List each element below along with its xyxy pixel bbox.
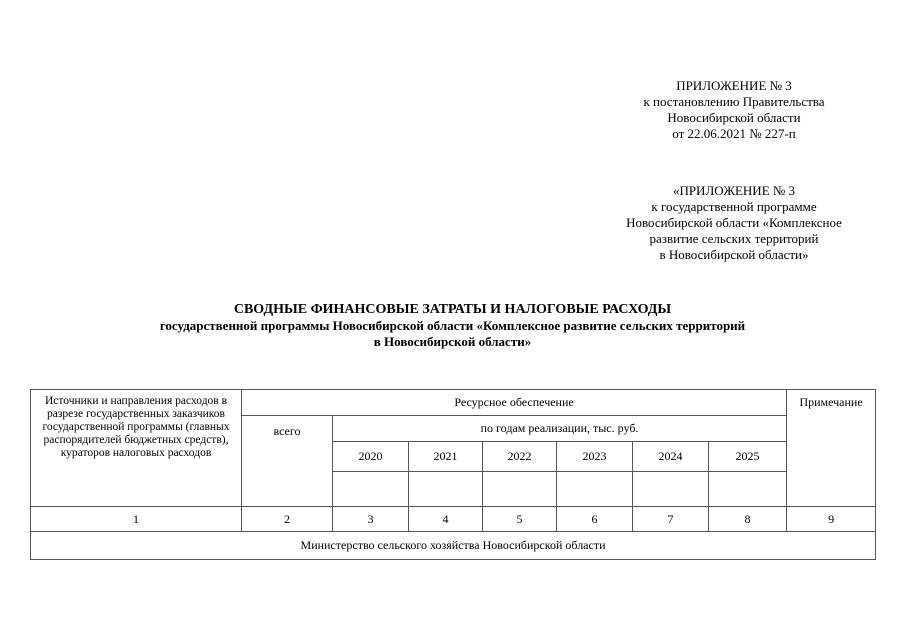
appendix-program-line: «ПРИЛОЖЕНИЕ № 3	[672, 183, 796, 198]
header-year-cell: 2022	[483, 442, 557, 472]
header-year-spacer-cell	[333, 472, 409, 507]
header-year-spacer-cell	[709, 472, 787, 507]
financial-table	[30, 389, 876, 560]
appendix-program-line: развитие сельских территорий	[649, 231, 819, 246]
appendix-program-line: в Новосибирской области»	[659, 247, 809, 262]
appendix-decree-line: от 22.06.2021 № 227-п	[672, 126, 796, 141]
header-year-spacer-cell	[633, 472, 709, 507]
header-year-spacer-cell	[409, 472, 483, 507]
appendix-decree-line: ПРИЛОЖЕНИЕ № 3	[676, 78, 792, 93]
header-resource-cell: Ресурсное обеспечение	[242, 390, 787, 416]
title-subtitle-line: государственной программы Новосибирской области «Комплексное развитие сельских территорий	[159, 318, 746, 333]
header-source-cell: Источники и направления расходов в разрезе государственных заказчиков государственной программы (главных распорядителей бюджетных средств), кураторов налоговых расходов	[31, 390, 242, 507]
section-ministry-cell: Министерство сельского хозяйства Новосибирской области	[31, 532, 876, 560]
header-year-cell: 2020	[333, 442, 409, 472]
header-by-years-cell: по годам реализации, тыс. руб.	[333, 416, 787, 442]
appendix-decree-header	[624, 78, 844, 142]
column-number-cell: 7	[633, 507, 709, 532]
column-number-cell: 2	[242, 507, 333, 532]
header-note-cell: Примечание	[787, 390, 876, 507]
appendix-program-line: к государственной программе	[651, 199, 817, 214]
column-number-cell: 8	[709, 507, 787, 532]
header-year-cell: 2024	[633, 442, 709, 472]
column-number-cell: 4	[409, 507, 483, 532]
appendix-program-header	[600, 183, 868, 263]
section-row	[31, 532, 876, 560]
title-subtitle-line: в Новосибирской области»	[373, 334, 532, 349]
column-number-cell: 9	[787, 507, 876, 532]
column-number-row	[31, 507, 876, 532]
header-year-cell: 2021	[409, 442, 483, 472]
header-year-cell: 2023	[557, 442, 633, 472]
document-title	[90, 302, 815, 350]
appendix-decree-line: Новосибирской области	[667, 110, 801, 125]
header-total-cell: всего	[242, 416, 333, 507]
header-year-spacer-cell	[557, 472, 633, 507]
title-main: СВОДНЫЕ ФИНАНСОВЫЕ ЗАТРАТЫ И НАЛОГОВЫЕ РАСХОДЫ	[233, 302, 672, 317]
header-year-spacer-cell	[483, 472, 557, 507]
column-number-cell: 3	[333, 507, 409, 532]
column-number-cell: 5	[483, 507, 557, 532]
appendix-decree-line: к постановлению Правительства	[643, 94, 825, 109]
column-number-cell: 6	[557, 507, 633, 532]
column-number-cell: 1	[31, 507, 242, 532]
header-year-cell: 2025	[709, 442, 787, 472]
appendix-program-line: Новосибирской области «Комплексное	[626, 215, 842, 230]
